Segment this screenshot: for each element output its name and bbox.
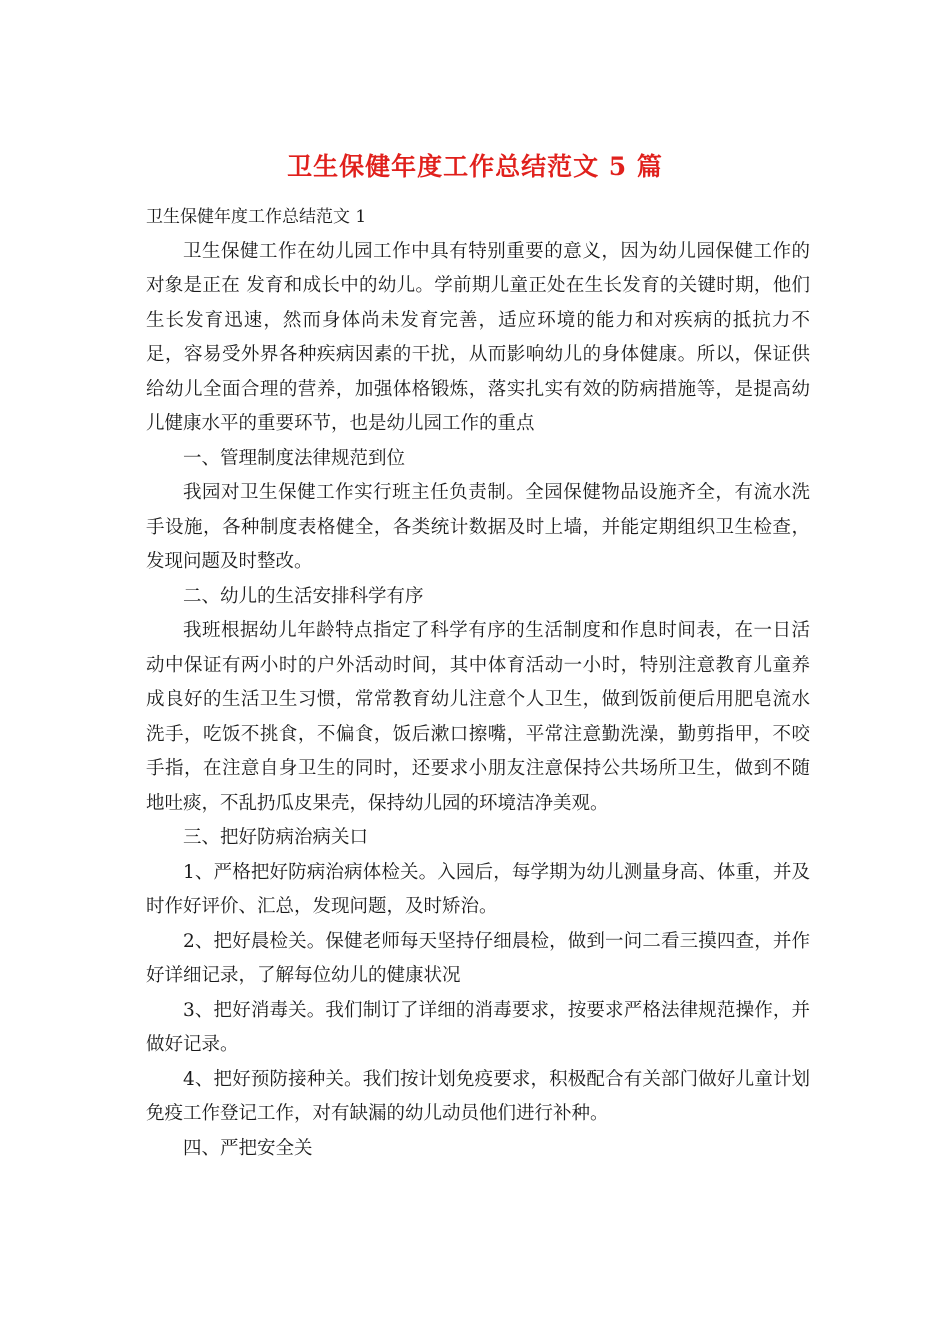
paragraph-disinfection: 3、把好消毒关。我们制订了详细的消毒要求，按要求严格法律规范操作，并做好记录。 bbox=[146, 999, 810, 1055]
heading-daily-life: 二、幼儿的生活安排科学有序 bbox=[183, 585, 424, 607]
paragraph-vaccination: 4、把好预防接种关。我们按计划免疫要求，积极配合有关部门做好儿童计划免疫工作登记工作，对有缺漏的幼儿动员他们进行补种。 bbox=[146, 1068, 810, 1124]
document-body bbox=[146, 200, 810, 1166]
heading-safety: 四、严把安全关 bbox=[183, 1137, 313, 1159]
paragraph-daily-life: 我班根据幼儿年龄特点指定了科学有序的生活制度和作息时间表，在一日活动中保证有两小时的户外活动时间，其中体育活动一小时，特别注意教育儿童养成良好的生活卫生习惯，常常教育幼儿注意个人卫生，做到饭前便后用肥皂流水洗手，吃饭不挑食，不偏食，饭后漱口擦嘴，平常注意勤洗澡，勤剪指甲，不咬手指，在注意自身卫生的同时，还要求小朋友注意保持公共场所卫生，做到不随地吐痰，不乱扔瓜皮果壳，保持幼儿园的环境洁净美观。 bbox=[146, 620, 810, 814]
paragraph-intro: 卫生保健工作在幼儿园工作中具有特别重要的意义，因为幼儿园保健工作的对象是正在 发育和成长中的幼儿。学前期儿童正处在生长发育的关键时期，他们生长发育迅速，然而身体尚未发育完善，适应环境的能力和对疾病的抵抗力不足，容易受外界各种疾病因素的干扰，从而影响幼儿的身体健康。所以，保证供给幼儿全面合理的营养，加强体格锻炼，落实扎实有效的防病措施等，是提高幼儿健康水平的重要环节，也是幼儿园工作的重点 bbox=[146, 240, 810, 434]
paragraph-morning-check: 2、把好晨检关。保健老师每天坚持仔细晨检，做到一问二看三摸四查，并作好详细记录，了解每位幼儿的健康状况 bbox=[146, 930, 810, 986]
section-subtitle: 卫生保健年度工作总结范文 1 bbox=[146, 207, 367, 227]
heading-disease-prevention: 三、把好防病治病关口 bbox=[183, 827, 369, 848]
document-title: 卫生保健年度工作总结范文 5 篇 bbox=[287, 152, 663, 181]
paragraph-management: 我园对卫生保健工作实行班主任负责制。全园保健物品设施齐全，有流水洗手设施，各种制度表格健全，各类统计数据及时上墙，并能定期组织卫生检查， 发现问题及时整改。 bbox=[146, 482, 810, 572]
paragraph-health-check: 1、严格把好防病治病体检关。入园后，每学期为幼儿测量身高、体重，并及时作好评价、汇总，发现问题，及时矫治。 bbox=[146, 861, 810, 917]
heading-management: 一、管理制度法律规范到位 bbox=[183, 447, 406, 469]
